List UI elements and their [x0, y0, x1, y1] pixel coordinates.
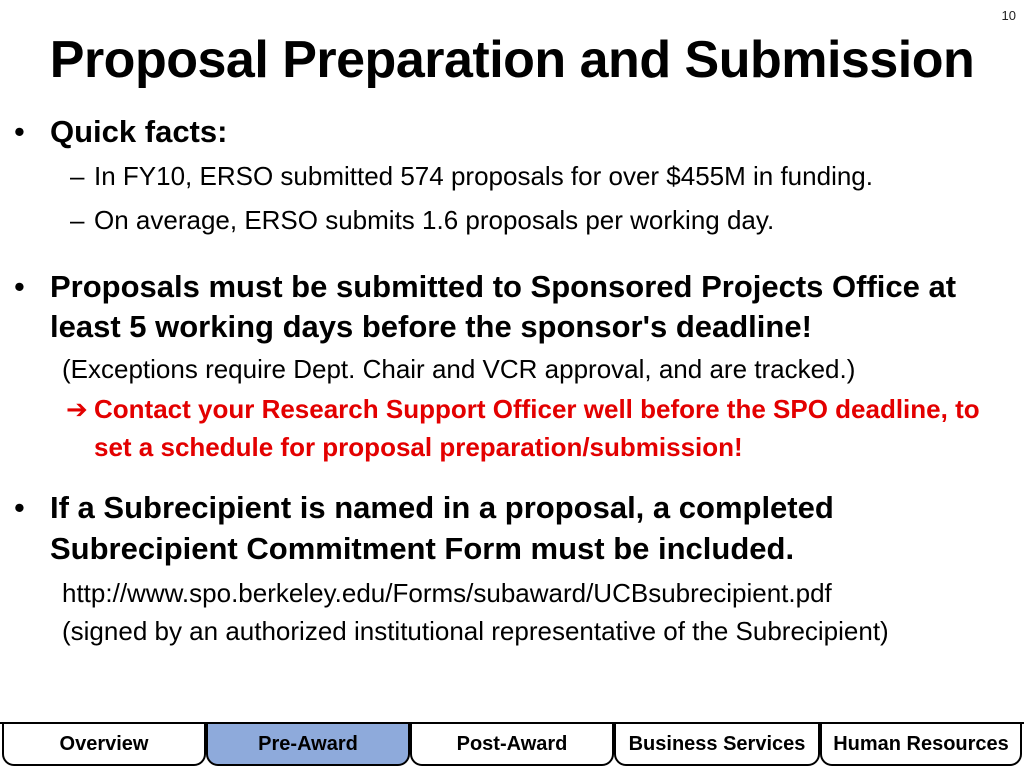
tab-post-award[interactable]: Post-Award [410, 722, 614, 766]
fact-text: In FY10, ERSO submitted 574 proposals for over $455M in funding. [94, 161, 873, 192]
dash-icon: – [70, 161, 85, 192]
bullet-quick-facts [14, 112, 1014, 152]
slide-content [14, 112, 1014, 650]
fact-item [14, 204, 1014, 237]
arrow-right-icon: ➔ [66, 394, 88, 425]
subrecipient-heading: If a Subrecipient is named in a proposal, a completed Subrecipient Commitment Form must be included. [50, 490, 834, 566]
tab-pre-award[interactable]: Pre-Award [206, 722, 410, 766]
fact-item [14, 160, 1014, 193]
subrecipient-form-link[interactable]: http://www.spo.berkeley.edu/Forms/subaward/UCBsubrecipient.pdf [62, 578, 832, 609]
bullet-icon: • [14, 268, 25, 304]
bullet-submission-deadline [14, 267, 1014, 348]
bullet-icon: • [14, 114, 25, 149]
slide-title: Proposal Preparation and Submission [49, 31, 975, 89]
submission-heading: Proposals must be submitted to Sponsored Projects Office at least 5 working days before the sponsor's deadline! [50, 268, 957, 345]
bottom-nav [0, 722, 1024, 766]
rso-callout [14, 391, 1014, 466]
exceptions-note: (Exceptions require Dept. Chair and VCR approval, and are tracked.) [62, 354, 856, 385]
tab-business-services[interactable]: Business Services [614, 722, 820, 766]
callout-text: Contact your Research Support Officer well before the SPO deadline, to set a schedule for proposal preparation/submission! [94, 394, 980, 462]
dash-icon: – [70, 204, 85, 235]
signature-note: (signed by an authorized institutional representative of the Subrecipient) [62, 615, 889, 646]
fact-text: On average, ERSO submits 1.6 proposals per working day. [94, 204, 775, 235]
slide-number: 10 [1001, 8, 1016, 23]
bullet-subrecipient [14, 488, 1014, 569]
bullet-icon: • [14, 490, 25, 526]
tab-overview[interactable]: Overview [2, 722, 206, 766]
quick-facts-heading: Quick facts: [50, 114, 228, 149]
tab-human-resources[interactable]: Human Resources [820, 722, 1022, 766]
